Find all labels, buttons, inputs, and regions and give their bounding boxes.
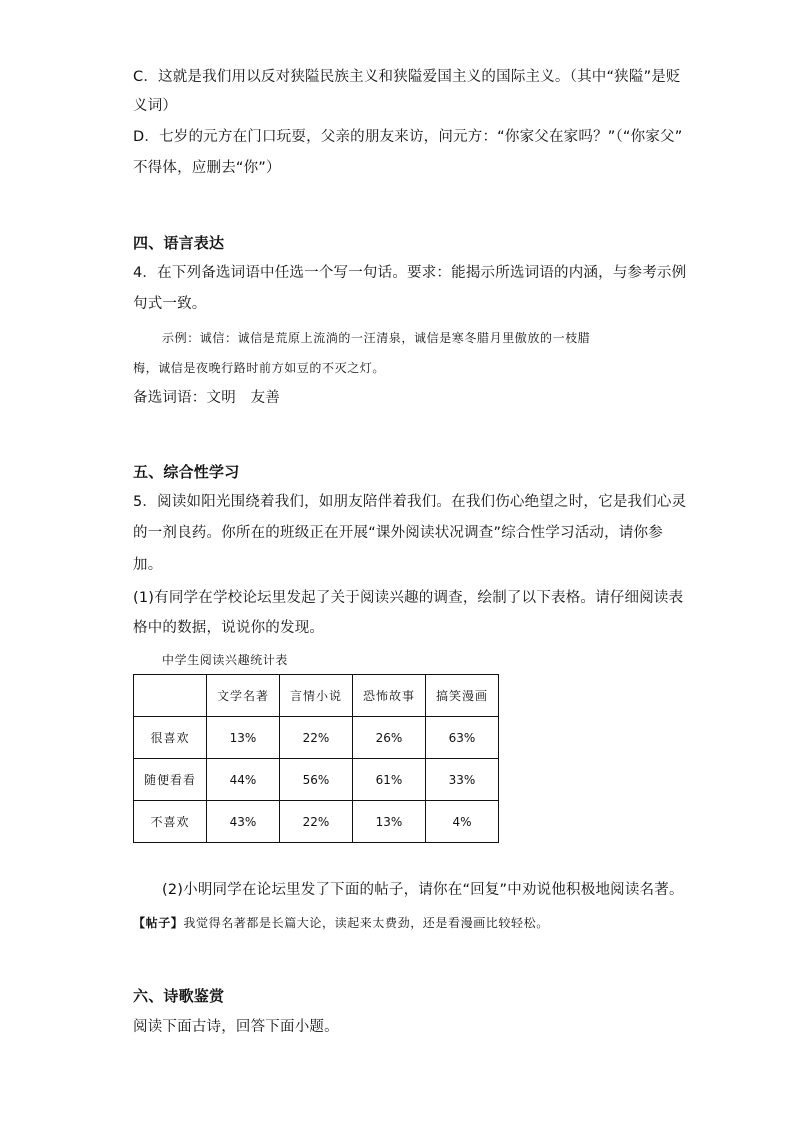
question-4-line-2: 句式一致。 bbox=[133, 296, 207, 312]
question-5-line-3: 加。 bbox=[133, 557, 163, 573]
table-cell: 22% bbox=[280, 801, 353, 843]
table-row bbox=[134, 801, 499, 843]
table-column-header: 文学名著 bbox=[207, 675, 280, 717]
table-cell: 13% bbox=[353, 801, 426, 843]
table-title: 中学生阅读兴趣统计表 bbox=[162, 653, 289, 667]
post-line bbox=[133, 913, 549, 933]
table-column-header: 搞笑漫画 bbox=[426, 675, 499, 717]
table-column-header: 恐怖故事 bbox=[353, 675, 426, 717]
table-cell: 4% bbox=[426, 801, 499, 843]
post-text: 我觉得名著都是长篇大论，读起来太费劲，还是看漫画比较轻松。 bbox=[183, 916, 549, 930]
table-column-header: 言情小说 bbox=[280, 675, 353, 717]
table-row bbox=[134, 759, 499, 801]
section-4-heading: 四、语言表达 bbox=[133, 234, 225, 252]
table-cell: 22% bbox=[280, 717, 353, 759]
table-header-row bbox=[134, 675, 499, 717]
table-corner-cell bbox=[134, 675, 207, 717]
reading-interest-table bbox=[133, 674, 499, 843]
sub-question-1-line-1: (1)有同学在学校论坛里发起了关于阅读兴趣的调查，绘制了以下表格。请仔细阅读表 bbox=[133, 590, 684, 606]
option-c-line-1: C．这就是我们用以反对狭隘民族主义和狭隘爱国主义的国际主义。（其中“狭隘”是贬 bbox=[133, 69, 681, 85]
question-5-line-1: 5．阅读如阳光围绕着我们，如朋友陪伴着我们。在我们伤心绝望之时，它是我们心灵 bbox=[133, 494, 687, 510]
option-c-line-2: 义词） bbox=[133, 98, 178, 114]
table-cell: 26% bbox=[353, 717, 426, 759]
table-row-label: 很喜欢 bbox=[134, 717, 207, 759]
table-row-label: 随便看看 bbox=[134, 759, 207, 801]
section-5-heading: 五、综合性学习 bbox=[133, 463, 240, 481]
option-d-line-2: 不得体，应删去“你”） bbox=[133, 160, 281, 176]
table-cell: 56% bbox=[280, 759, 353, 801]
section-6-heading: 六、诗歌鉴赏 bbox=[133, 987, 225, 1005]
post-tag: 【帖子】 bbox=[133, 916, 184, 930]
sub-question-1-line-2: 格中的数据，说说你的发现。 bbox=[133, 620, 325, 636]
example-line-1: 示例：诚信：诚信是荒原上流淌的一汪清泉，诚信是寒冬腊月里傲放的一枝腊 bbox=[162, 331, 591, 345]
section-6-instruction: 阅读下面古诗，回答下面小题。 bbox=[133, 1019, 339, 1035]
sub-question-2: (2)小明同学在论坛里发了下面的帖子，请你在“回复”中劝说他积极地阅读名著。 bbox=[162, 882, 684, 898]
table-cell: 43% bbox=[207, 801, 280, 843]
candidate-words: 备选词语：文明 友善 bbox=[133, 390, 280, 406]
table-cell: 44% bbox=[207, 759, 280, 801]
example-line-2: 梅，诚信是夜晚行路时前方如豆的不灭之灯。 bbox=[133, 361, 386, 375]
table-row-label: 不喜欢 bbox=[134, 801, 207, 843]
table-cell: 61% bbox=[353, 759, 426, 801]
question-4-line-1: 4．在下列备选词语中任选一个写一句话。要求：能揭示所选词语的内涵，与参考示例 bbox=[133, 265, 687, 281]
table-cell: 63% bbox=[426, 717, 499, 759]
question-5-line-2: 的一剂良药。你所在的班级正在开展“课外阅读状况调查”综合性学习活动，请你参 bbox=[133, 525, 663, 541]
table-row bbox=[134, 717, 499, 759]
table-cell: 13% bbox=[207, 717, 280, 759]
option-d-line-1: D．七岁的元方在门口玩耍，父亲的朋友来访，问元方：“你家父在家吗？”（“你家父” bbox=[133, 129, 683, 145]
table-cell: 33% bbox=[426, 759, 499, 801]
